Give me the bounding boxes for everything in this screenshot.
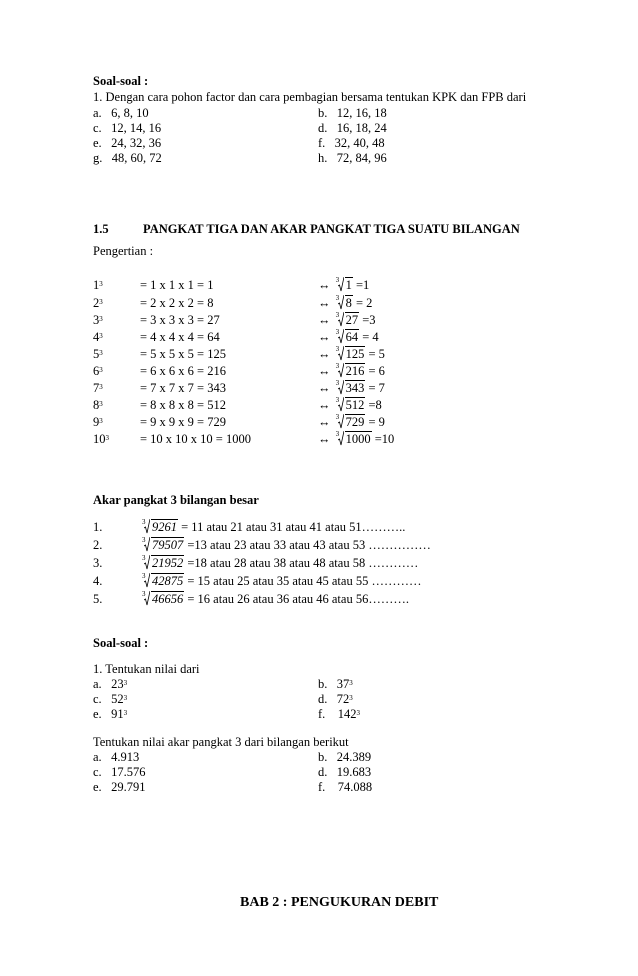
exercise-item: c. 17.576 — [93, 765, 146, 779]
cube-root: 3 125 — [335, 345, 365, 361]
page-footer: BAB 2 : PENGUKURAN DEBIT — [240, 895, 439, 910]
exercise-item: f. $142^3$ — [318, 707, 361, 721]
radical-sign-icon — [144, 555, 150, 570]
exercise-item: d. 19.683 — [318, 765, 372, 779]
exercise-item: c. $52^3$ — [93, 692, 128, 706]
radical-sign-icon — [144, 519, 150, 534]
akar-row: 3 79507 =13 atau 23 atau 33 atau 43 atau 53 …………… — [142, 536, 431, 552]
akar-number: 5. — [93, 592, 103, 606]
cube-power: $9^3$ — [93, 415, 103, 429]
exercise-item: e. 29.791 — [93, 780, 146, 794]
akar-row: 3 42875 = 15 atau 25 atau 35 atau 45 atau 55 ………… — [142, 572, 422, 588]
cube-root: 3 1000 — [335, 430, 371, 446]
equivalence-arrow-icon: ↔ — [318, 313, 331, 327]
cube-expression: = 8 x 8 x 8 = 512 — [140, 398, 226, 412]
radical-sign-icon — [144, 537, 150, 552]
cube-expression: = 3 x 3 x 3 = 27 — [140, 313, 220, 327]
question-text: Tentukan nilai akar pangkat 3 dari bilangan berikut — [93, 735, 349, 749]
question-text: 1. Tentukan nilai dari — [93, 662, 200, 676]
cube-power: $6^3$ — [93, 364, 103, 378]
exercise-item: h. 72, 84, 96 — [318, 151, 387, 165]
cube-power: $3^3$ — [93, 313, 103, 327]
cube-root-equation: ↔ 3 8 = 2 — [318, 294, 373, 310]
exercise-item: g. 48, 60, 72 — [93, 151, 162, 165]
cube-root: 3 216 — [335, 362, 365, 378]
cube-expression: = 4 x 4 x 4 = 64 — [140, 330, 220, 344]
exercise-item: c. 12, 14, 16 — [93, 121, 162, 135]
cube-root: 3 729 — [335, 413, 365, 429]
cube-expression: = 10 x 10 x 10 = 1000 — [140, 432, 251, 446]
exercise-item: e. 24, 32, 36 — [93, 136, 162, 150]
exercise-item: f. 32, 40, 48 — [318, 136, 385, 150]
exercise-item: d. 16, 18, 24 — [318, 121, 387, 135]
akar-number: 4. — [93, 574, 103, 588]
akar-number: 3. — [93, 556, 103, 570]
cube-power: $1^3$ — [93, 278, 103, 292]
exercise-item: a. 4.913 — [93, 750, 140, 764]
cube-root-equation: ↔ 3 64 = 4 — [318, 328, 379, 344]
equivalence-arrow-icon: ↔ — [318, 278, 331, 292]
equivalence-arrow-icon: ↔ — [318, 364, 331, 378]
radical-sign-icon — [338, 431, 344, 446]
exercise-item: a. 6, 8, 10 — [93, 106, 149, 120]
cube-root: 3 21952 — [142, 554, 184, 570]
soal-heading: Soal-soal : — [93, 636, 149, 650]
cube-expression: = 5 x 5 x 5 = 125 — [140, 347, 226, 361]
cube-root-equation: ↔ 3 27 =3 — [318, 311, 376, 327]
exercise-item: d. $72^3$ — [318, 692, 353, 706]
exercise-item: a. $23^3$ — [93, 677, 128, 691]
cube-expression: = 1 x 1 x 1 = 1 — [140, 278, 214, 292]
equivalence-arrow-icon: ↔ — [318, 415, 331, 429]
cube-power: $4^3$ — [93, 330, 103, 344]
cube-root-equation: ↔ 3 343 = 7 — [318, 379, 385, 395]
exercise-item: f. 74.088 — [318, 780, 373, 794]
cube-root: 3 79507 — [142, 536, 184, 552]
exercise-item: b. $37^3$ — [318, 677, 353, 691]
cube-expression: = 7 x 7 x 7 = 343 — [140, 381, 226, 395]
cube-root-equation: ↔ 3 1 =1 — [318, 276, 370, 292]
cube-expression: = 2 x 2 x 2 = 8 — [140, 296, 214, 310]
equivalence-arrow-icon: ↔ — [318, 330, 331, 344]
cube-root-equation: ↔ 3 216 = 6 — [318, 362, 385, 378]
cube-power: $5^3$ — [93, 347, 103, 361]
cube-root-equation: ↔ 3 512 =8 — [318, 396, 382, 412]
cube-root: 3 42875 — [142, 572, 184, 588]
akar-row: 3 46656 = 16 atau 26 atau 36 atau 46 atau 56………. — [142, 590, 409, 606]
question-1-text: 1. Dengan cara pohon factor dan cara pembagian bersama tentukan KPK dan FPB dari — [93, 90, 527, 104]
cube-power: $8^3$ — [93, 398, 103, 412]
radical-sign-icon — [144, 573, 150, 588]
cube-root-equation: ↔ 3 729 = 9 — [318, 413, 385, 429]
cube-root-equation: ↔ 3 125 = 5 — [318, 345, 385, 361]
cube-root: 3 9261 — [142, 518, 177, 534]
akar-row: 3 21952 =18 atau 28 atau 38 atau 48 atau 58 ………… — [142, 554, 419, 570]
radical-sign-icon — [338, 277, 344, 292]
section-number: 1.5 — [93, 222, 109, 236]
pengertian-label: Pengertian : — [93, 244, 154, 258]
cube-root-equation: ↔ 3 1000 =10 — [318, 430, 395, 446]
equivalence-arrow-icon: ↔ — [318, 398, 331, 412]
cube-root: 3 8 — [335, 294, 352, 310]
exercise-item: e. $91^3$ — [93, 707, 128, 721]
radical-sign-icon — [144, 591, 150, 606]
cube-power: $2^3$ — [93, 296, 103, 310]
cube-root: 3 1 — [335, 276, 352, 292]
soal-heading: Soal-soal : — [93, 74, 149, 88]
cube-root: 3 46656 — [142, 590, 184, 606]
cube-expression: = 6 x 6 x 6 = 216 — [140, 364, 226, 378]
equivalence-arrow-icon: ↔ — [318, 432, 331, 446]
cube-root: 3 512 — [335, 396, 365, 412]
akar-number: 1. — [93, 520, 103, 534]
cube-expression: = 9 x 9 x 9 = 729 — [140, 415, 226, 429]
cube-root: 3 64 — [335, 328, 359, 344]
exercise-item: b. 12, 16, 18 — [318, 106, 387, 120]
cube-power: $10^3$ — [93, 432, 109, 446]
equivalence-arrow-icon: ↔ — [318, 381, 331, 395]
section-title: PANGKAT TIGA DAN AKAR PANGKAT TIGA SUATU BILANGAN — [143, 222, 520, 236]
exercise-item: b. 24.389 — [318, 750, 372, 764]
equivalence-arrow-icon: ↔ — [318, 296, 331, 310]
cube-root: 3 343 — [335, 379, 365, 395]
akar-heading: Akar pangkat 3 bilangan besar — [93, 493, 259, 507]
equivalence-arrow-icon: ↔ — [318, 347, 331, 361]
akar-row: 3 9261 = 11 atau 21 atau 31 atau 41 atau 51……….. — [142, 518, 406, 534]
cube-power: $7^3$ — [93, 381, 103, 395]
cube-root: 3 27 — [335, 311, 359, 327]
akar-number: 2. — [93, 538, 103, 552]
